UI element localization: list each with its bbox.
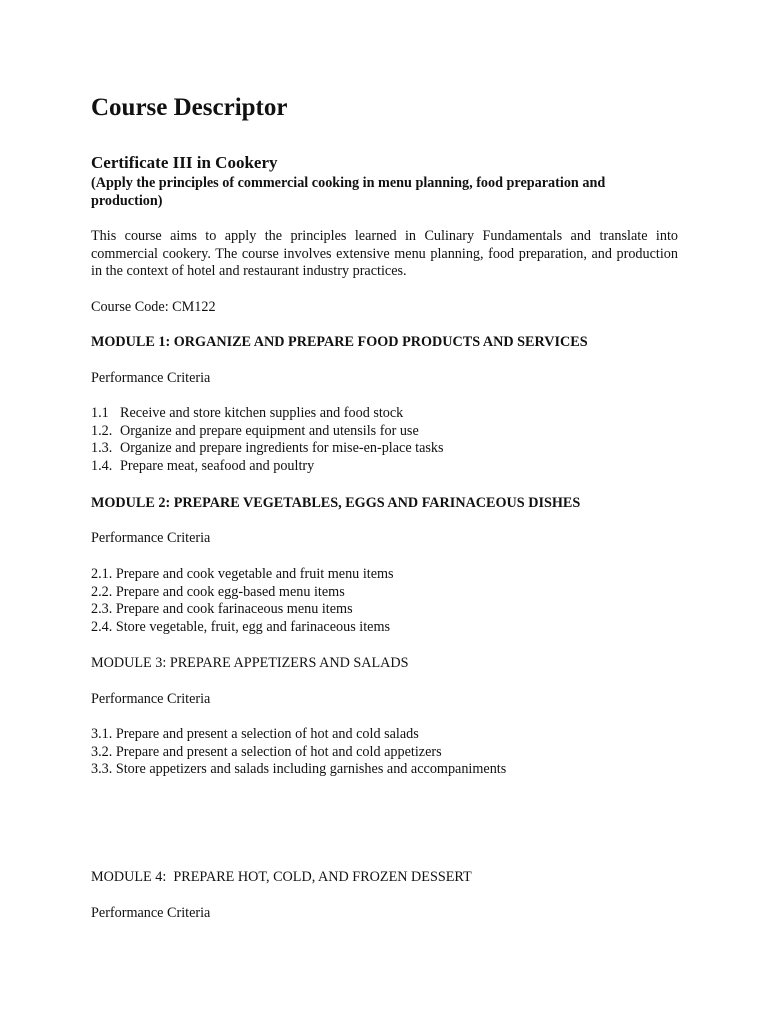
- module-1-criteria-list: [91, 405, 678, 475]
- module-1-heading: MODULE 1: ORGANIZE AND PREPARE FOOD PRODUCTS AND SERVICES: [91, 334, 588, 350]
- course-description: This course aims to apply the principles learned in Culinary Fundamentals and translate into commercial cookery. The course involves extensive menu planning, food preparation, and production in the context of hotel and restaurant industry practices.: [91, 228, 678, 279]
- course-code: Course Code: CM122: [91, 299, 216, 315]
- module-3-heading: MODULE 3: PREPARE APPETIZERS AND SALADS: [91, 655, 409, 671]
- item-text: Receive and store kitchen supplies and food stock: [120, 405, 404, 421]
- item-number: 2.1.: [91, 566, 113, 582]
- list-item: [91, 405, 678, 423]
- item-number: 3.3.: [91, 761, 113, 777]
- item-number: 2.4.: [91, 618, 113, 635]
- item-text: Organize and prepare ingredients for mise-en-place tasks: [120, 440, 444, 456]
- item-text: Store appetizers and salads including garnishes and accompaniments: [115, 761, 507, 777]
- module-2-heading: MODULE 2: PREPARE VEGETABLES, EGGS AND FARINACEOUS DISHES: [91, 495, 581, 511]
- item-text: Organize and prepare equipment and utensils for use: [120, 422, 419, 439]
- module-4-heading: MODULE 4: PREPARE HOT, COLD, AND FROZEN DESSERT: [91, 869, 472, 885]
- list-item: [91, 440, 678, 458]
- module-2-criteria-label: Performance Criteria: [91, 530, 211, 546]
- module-3-criteria-list: [91, 726, 678, 779]
- item-number: 2.3.: [91, 601, 113, 617]
- list-item: [91, 761, 678, 779]
- item-number: 2.2.: [91, 583, 113, 600]
- list-item: [91, 744, 678, 762]
- list-item: [91, 619, 678, 637]
- module-1-criteria-label: Performance Criteria: [91, 370, 211, 386]
- item-number: 3.2.: [91, 743, 113, 760]
- item-number: 1.4.: [91, 457, 113, 474]
- item-number: 1.2.: [91, 422, 113, 439]
- item-text: Prepare and cook egg-based menu items: [115, 583, 345, 600]
- module-3-criteria-label: Performance Criteria: [91, 691, 211, 707]
- item-number: 3.1.: [91, 726, 113, 742]
- item-text: Prepare and present a selection of hot and cold appetizers: [115, 743, 442, 760]
- list-item: [91, 601, 678, 619]
- list-item: [91, 726, 678, 744]
- list-item: [91, 458, 678, 476]
- item-text: Prepare and present a selection of hot and cold salads: [115, 726, 419, 742]
- document-title: Course Descriptor: [91, 94, 288, 121]
- list-item: [91, 566, 678, 584]
- module-2-criteria-list: [91, 566, 678, 636]
- list-item: [91, 423, 678, 441]
- item-text: Prepare and cook farinaceous menu items: [115, 601, 353, 617]
- item-text: Prepare meat, seafood and poultry: [120, 457, 315, 474]
- item-number: 1.3.: [91, 440, 113, 456]
- item-text: Prepare and cook vegetable and fruit menu items: [115, 566, 394, 582]
- item-number: 1.1: [91, 405, 109, 421]
- list-item: [91, 584, 678, 602]
- item-text: Store vegetable, fruit, egg and farinaceous items: [115, 618, 391, 635]
- certificate-title: Certificate III in Cookery: [91, 153, 278, 172]
- module-4-criteria-label: Performance Criteria: [91, 905, 211, 921]
- certificate-subtitle: (Apply the principles of commercial cooking in menu planning, food preparation and production): [91, 175, 606, 209]
